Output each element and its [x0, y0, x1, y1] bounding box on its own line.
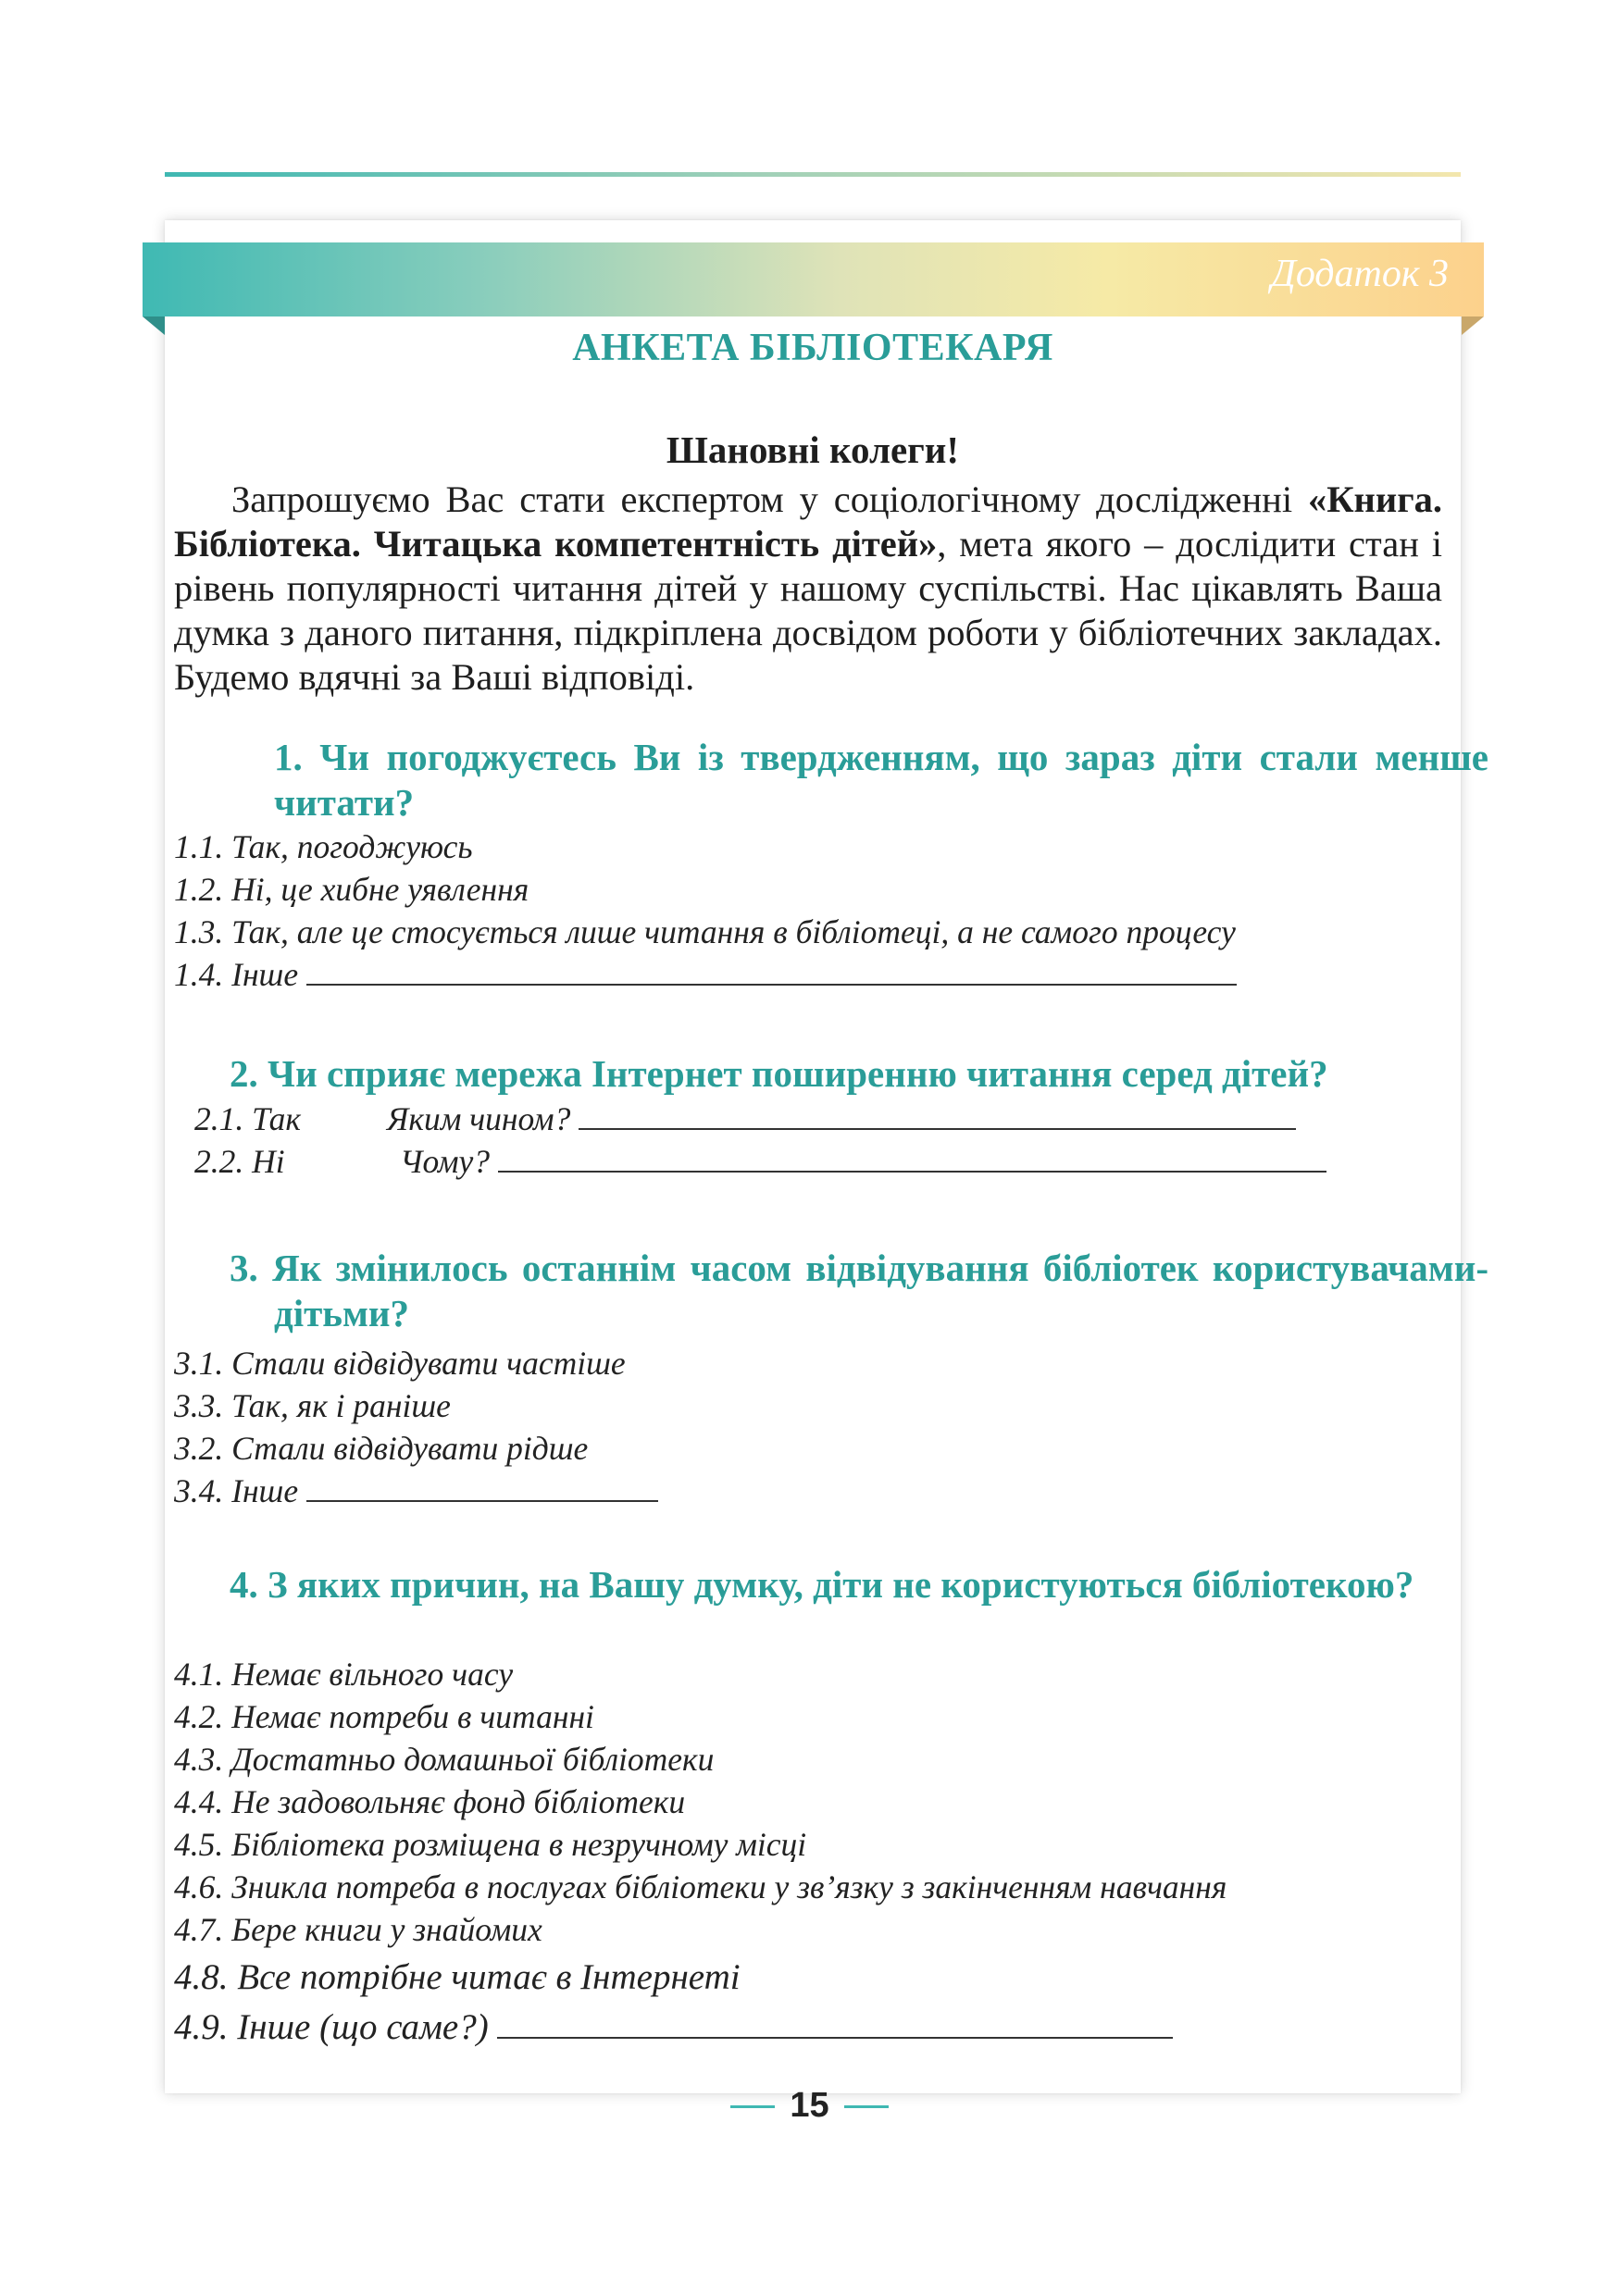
option-1-4 — [174, 953, 1237, 996]
question-4: 4. З яких причин, на Вашу думку, діти не користуються бібліотекою? — [230, 1563, 1414, 1606]
answer-line-4-9[interactable] — [497, 2009, 1173, 2039]
option-4-6: 4.6. Зникла потреба в послугах бібліотеки у зв’язку з закінченням навчання — [174, 1868, 1227, 1905]
option-4-4: 4.4. Не задовольняє фонд бібліотеки — [174, 1783, 686, 1820]
page-number — [0, 2086, 1619, 2126]
option-4-9 — [174, 2006, 1173, 2049]
page-number-value: 15 — [790, 2086, 829, 2125]
option-4-7: 4.7. Бере книги у знайомих — [174, 1911, 542, 1948]
option-2-2-label: 2.2. Ні — [194, 1143, 285, 1180]
question-1 — [230, 735, 1488, 825]
question-2: 2. Чи сприяє мережа Інтернет поширенню читання серед дітей? — [230, 1052, 1328, 1095]
option-2-2-prompt: Чому? — [400, 1143, 491, 1180]
question-3: 3. Як змінилось останнім часом відвідування бібліотек користувачами-дітьми? — [230, 1247, 1488, 1334]
option-2-2 — [194, 1140, 1326, 1183]
page-number-dash-right — [844, 2105, 889, 2108]
option-4-3: 4.3. Достатньо домашньої бібліотеки — [174, 1741, 715, 1778]
answer-line-3-4[interactable] — [306, 1472, 658, 1502]
page-number-dash-left — [730, 2105, 775, 2108]
option-3-4 — [174, 1470, 658, 1512]
option-4-5: 4.5. Бібліотека розміщена в незручному місці — [174, 1826, 807, 1863]
intro-text-2: , мета якого – дослідити стан і рівень популярності читання дітей у нашому суспільстві. Нас цікавлять Ваша думка з даного питання, підкріплена досвідом роботи у бібліотечних закладах. Будемо вдячні за Ваші відповіді. — [174, 523, 1442, 698]
option-1-2: 1.2. Ні, це хибне уявлення — [174, 871, 529, 908]
option-3-4-label: 3.4. Інше — [174, 1472, 299, 1509]
option-2-1-label: 2.1. Так — [194, 1100, 301, 1137]
option-2-1 — [194, 1098, 1296, 1140]
answer-line-2-2[interactable] — [498, 1143, 1326, 1173]
option-1-4-label: 1.4. Інше — [174, 956, 299, 993]
option-4-1: 4.1. Немає вільного часу — [174, 1656, 514, 1693]
option-2-1-prompt: Яким чином? — [387, 1100, 571, 1137]
appendix-label: Додаток 3 — [1271, 253, 1449, 295]
top-decorative-rule — [165, 172, 1461, 177]
answer-line-2-1[interactable] — [579, 1100, 1296, 1130]
option-3-3: 3.3. Так, як і раніше — [174, 1387, 451, 1424]
option-4-9-label: 4.9. Інше (що саме?) — [174, 2007, 489, 2047]
option-1-1: 1.1. Так, погоджуюсь — [174, 828, 473, 865]
ribbon-fold-left — [143, 316, 165, 335]
option-1-3: 1.3. Так, але це стосується лише читання в бібліотеці, а не самого процесу — [174, 913, 1236, 950]
option-4-8: 4.8. Все потрібне читає в Інтернеті — [174, 1957, 741, 1997]
page-title: АНКЕТА БІБЛІОТЕКАРЯ — [572, 327, 1053, 369]
answer-line-1-4[interactable] — [306, 956, 1237, 986]
intro-paragraph — [174, 478, 1442, 700]
option-3-1: 3.1. Стали відвідувати частіше — [174, 1345, 626, 1382]
option-4-2: 4.2. Немає потреби в читанні — [174, 1698, 594, 1735]
greeting: Шановні колеги! — [666, 428, 960, 471]
intro-text-1: Запрошуємо Вас стати експертом у соціологічному дослідженні — [231, 478, 1308, 520]
option-3-2: 3.2. Стали відвідувати рідше — [174, 1430, 589, 1467]
study-title: «Книга. Бібліотека. Читацька компетентність дітей» — [174, 478, 1442, 565]
question-1-text: 1. Чи погоджуєтесь Ви із твердженням, що зараз діти стали менше читати? — [274, 736, 1488, 824]
ribbon-fold-right — [1462, 316, 1484, 335]
